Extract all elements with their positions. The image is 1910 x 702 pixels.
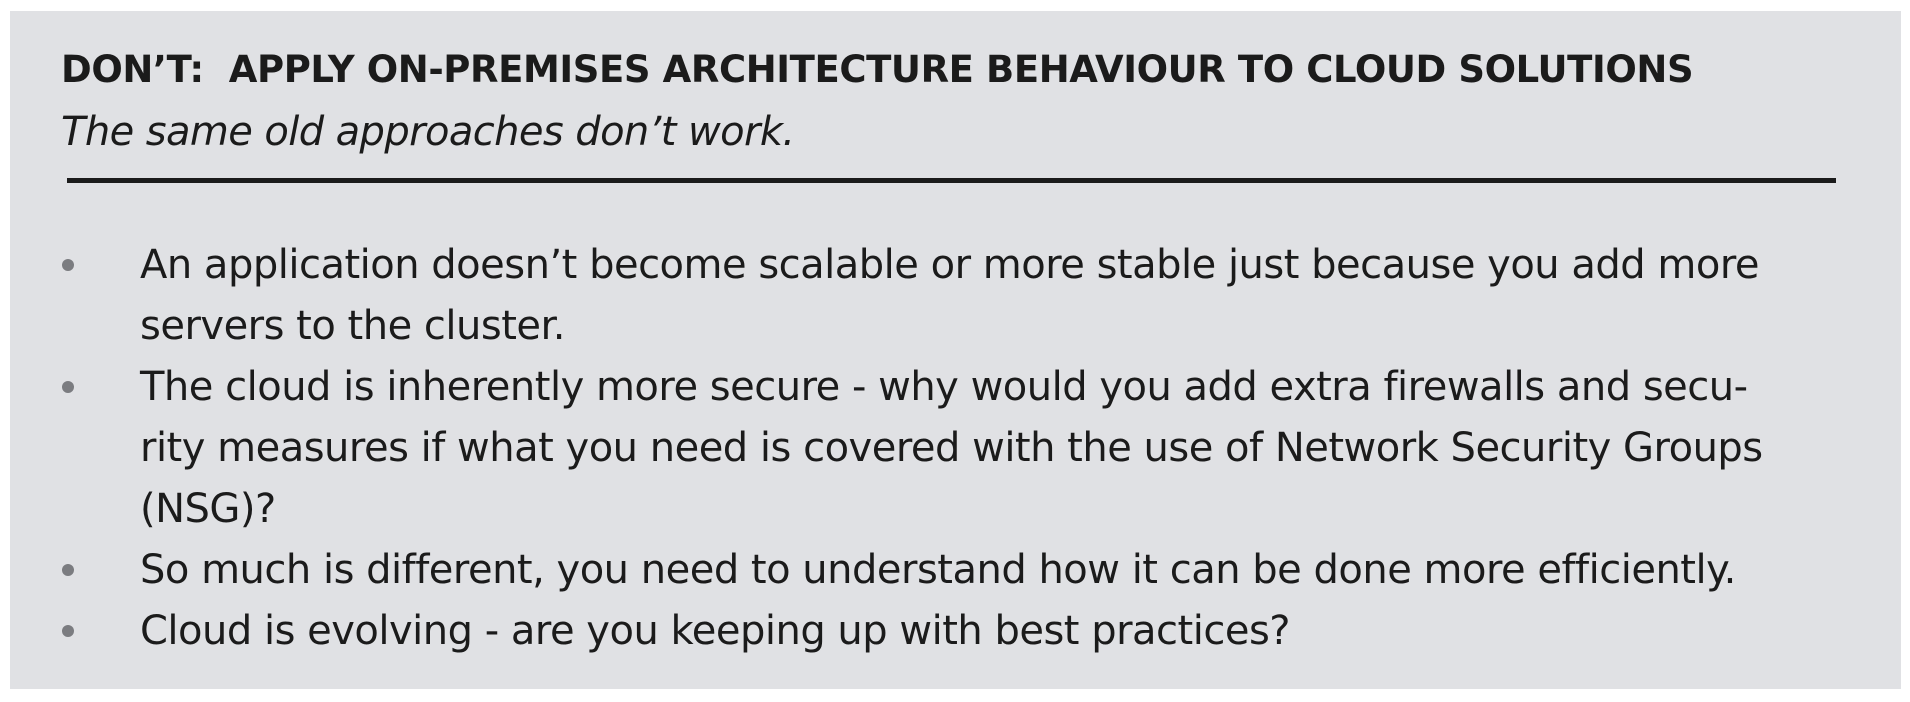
callout-subheading: The same old approaches don’t work. bbox=[61, 109, 795, 155]
bullet-icon bbox=[62, 625, 74, 637]
bullet-icon bbox=[62, 381, 74, 393]
list-item bbox=[10, 540, 1810, 601]
callout-box bbox=[10, 11, 1901, 689]
list-item-line: An application doesn’t become scalable or more stable just because you add more bbox=[140, 242, 1759, 288]
list-item-line: So much is different, you need to understand how it can be done more efficiently. bbox=[140, 547, 1736, 593]
list-item-line: The cloud is inherently more secure - why would you add extra firewalls and secu- bbox=[140, 364, 1748, 410]
bullet-icon bbox=[62, 259, 74, 271]
list-item bbox=[10, 235, 1810, 357]
list-item bbox=[10, 357, 1810, 540]
list-item-line: (NSG)? bbox=[140, 486, 276, 532]
list-item-line: Cloud is evolving - are you keeping up with best practices? bbox=[140, 608, 1291, 654]
list-item-line: servers to the cluster. bbox=[140, 303, 565, 349]
bullet-list bbox=[10, 235, 1810, 662]
list-item bbox=[10, 601, 1810, 662]
bullet-icon bbox=[62, 564, 74, 576]
callout-heading: DON’T: APPLY ON-PREMISES ARCHITECTURE BEHAVIOUR TO CLOUD SOLUTIONS bbox=[61, 48, 1694, 91]
list-item-line: rity measures if what you need is covered with the use of Network Security Groups bbox=[140, 425, 1763, 471]
heading-divider bbox=[67, 178, 1836, 183]
